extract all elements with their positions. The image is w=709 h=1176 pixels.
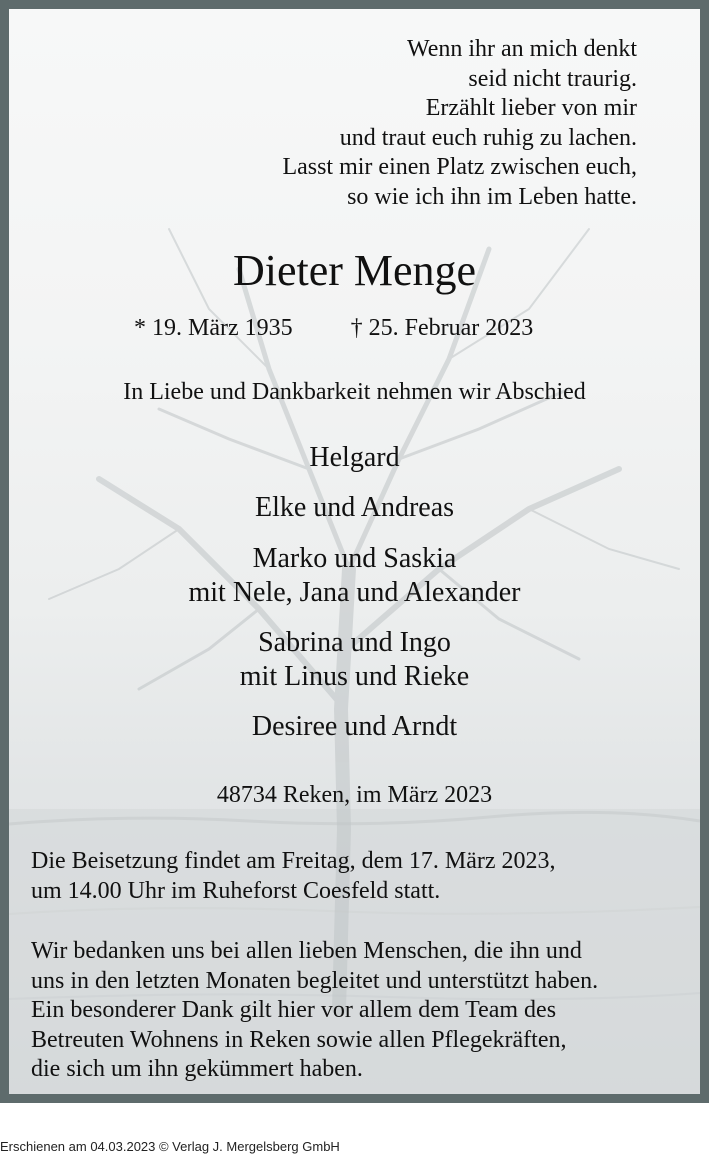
poem-line: seid nicht traurig. [468,65,637,92]
poem-line: Erzählt lieber von mir [425,95,637,121]
burial-line: Die Beisetzung findet am Freitag, dem 17. März 2023, [31,848,556,874]
thanks-line: uns in den letzten Monaten begleitet und unterstützt haben. [31,967,599,994]
mourner-line: Sabrina und Ingo [258,627,451,658]
poem-line: und traut euch ruhig zu lachen. [339,124,637,151]
life-dates [134,313,533,343]
death-date: † 25. Februar 2023 [350,315,534,341]
thanks-line: Wir bedanken uns bei allen lieben Menschen, die ihn und [31,938,582,964]
mourner-group [0,441,709,475]
burial-line: um 14.00 Uhr im Ruheforst Coesfeld statt. [31,877,441,904]
thanks-line: Betreuten Wohnens in Reken sowie allen Pflegekräften, [31,1026,567,1053]
mourner-line: mit Nele, Jana und Alexander [188,577,521,608]
poem [282,35,637,212]
deceased-name: Dieter Menge [232,246,477,295]
farewell-text: In Liebe und Dankbarkeit nehmen wir Abschied [123,379,586,405]
thanks-notice [31,937,598,1085]
mourner-line: Elke und Andreas [254,492,455,523]
mourner-line: Desiree und Arndt [251,711,458,742]
mourner-line: mit Linus und Rieke [239,661,470,692]
poem-line: so wie ich ihn im Leben hatte. [347,183,637,210]
mourner-group [0,626,709,694]
burial-notice [31,847,556,906]
place-and-date: 48734 Reken, im März 2023 [216,782,493,808]
obituary-content [9,9,700,1094]
mourner-group [0,542,709,610]
birth-date: * 19. März 1935 [134,315,293,341]
mourner-group [0,491,709,525]
thanks-line: die sich um ihn gekümmert haben. [31,1056,363,1082]
mourner-line: Helgard [309,442,400,473]
thanks-line: Ein besonderer Dank gilt hier vor allem dem Team des [31,997,557,1023]
publication-footer: Erschienen am 04.03.2023 © Verlag J. Mergelsberg GmbH [0,1139,340,1154]
mourner-line: Marko und Saskia [252,543,457,574]
poem-line: Lasst mir einen Platz zwischen euch, [282,154,637,180]
poem-line: Wenn ihr an mich denkt [406,36,637,62]
mourner-group [0,710,709,744]
